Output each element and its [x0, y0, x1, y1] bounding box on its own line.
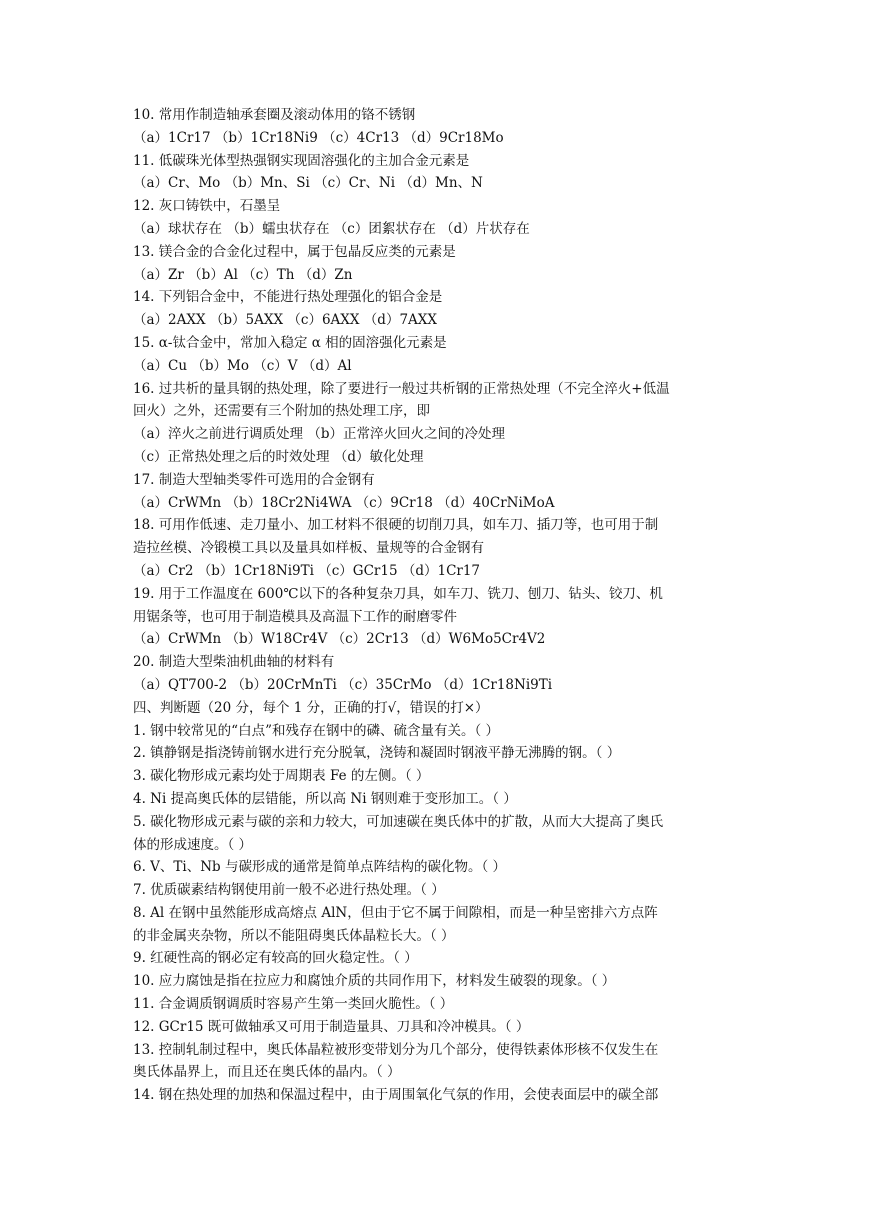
text-line: （a）2AXX （b）5AXX （c）6AXX （d）7AXX [133, 312, 438, 329]
text-line: 4. Ni 提高奥氏体的层错能，所以高 Ni 钢则难于变形加工。（ ） [133, 790, 517, 807]
text-line: 13. 镁合金的合金化过程中，属于包晶反应类的元素是 [133, 243, 456, 260]
text-line: （a）CrWMn （b）18Cr2Ni4WA （c）9Cr18 （d）40CrNiMoA [133, 494, 555, 511]
text-line: （a）Cu （b）Mo （c）V （d）Al [133, 357, 352, 374]
text-line: （a）1Cr17 （b）1Cr18Ni9 （c）4Cr13 （d）9Cr18Mo [133, 129, 504, 146]
text-line: （a）CrWMn （b）W18Cr4V （c）2Cr13 （d）W6Mo5Cr4V2 [133, 631, 546, 648]
text-line: 2. 镇静钢是指浇铸前钢水进行充分脱氧，浇铸和凝固时钢液平静无沸腾的钢。（ ） [133, 745, 621, 762]
text-line: 16. 过共析的量具钢的热处理，除了要进行一般过共析钢的正常热处理（不完全淬火+低温 [133, 380, 670, 397]
text-line: 12. 灰口铸铁中，石墨呈 [133, 198, 281, 215]
text-line: （a）Cr、Mo （b）Mn、Si （c）Cr、Ni （d）Mn、N [133, 175, 483, 192]
text-line: 14. 钢在热处理的加热和保温过程中，由于周围氧化气氛的作用，会使表面层中的碳全部 [133, 1087, 659, 1104]
text-line: 20. 制造大型柴油机曲轴的材料有 [133, 654, 335, 671]
text-line: 9. 红硬性高的钢必定有较高的回火稳定性。（ ） [133, 950, 418, 967]
text-line: 5. 碳化物形成元素与碳的亲和力较大，可加速碳在奥氏体中的扩散，从而大大提高了奥氏 [133, 813, 664, 830]
text-line: 3. 碳化物形成元素均处于周期表 Fe 的左侧。（ ） [133, 768, 430, 785]
text-line: 11. 低碳珠光体型热强钢实现固溶强化的主加合金元素是 [133, 152, 470, 169]
text-line: 10. 应力腐蚀是指在拉应力和腐蚀介质的共同作用下，材料发生破裂的现象。（ ） [133, 973, 616, 990]
text-line: 10. 常用作制造轴承套圈及滚动体用的铬不锈钢 [133, 107, 416, 123]
text-line: 11. 合金调质钢调质时容易产生第一类回火脆性。（ ） [133, 996, 454, 1013]
text-line: （a）淬火之前进行调质处理 （b）正常淬火回火之间的冷处理 [133, 426, 505, 443]
text-line: 18. 可用作低速、走刀量小、加工材料不很硬的切削刀具，如车刀、插刀等，也可用于制 [133, 517, 659, 534]
text-line: 用锯条等，也可用于制造模具及高温下工作的耐磨零件 [133, 608, 457, 625]
document-body [133, 104, 743, 1107]
text-line: 6. V、Ti、Nb 与碳形成的通常是简单点阵结构的碳化物。（ ） [133, 859, 507, 876]
text-line: 8. Al 在钢中虽然能形成高熔点 AlN，但由于它不属于间隙相，而是一种呈密排六方点阵 [133, 904, 658, 921]
text-line: 15. α-钛合金中，常加入稳定 α 相的固溶强化元素是 [133, 334, 447, 351]
text-line: （c）正常热处理之后的时效处理 （d）敏化处理 [133, 448, 424, 465]
text-line: 体的形成速度。（ ） [133, 836, 253, 853]
text-line: 1. 钢中较常见的“白点”和残存在钢中的磷、硫含量有关。（ ） [133, 722, 500, 739]
text-line: （a）Zr （b）Al （c）Th （d）Zn [133, 266, 353, 283]
text-line: （a）Cr2 （b）1Cr18Ni9Ti （c）GCr15 （d）1Cr17 [133, 562, 481, 579]
text-line: 四、判断题（20 分，每个 1 分，正确的打√，错误的打×） [133, 699, 489, 716]
text-line: 19. 用于工作温度在 600℃以下的各种复杂刀具，如车刀、铣刀、刨刀、钻头、铰刀、机 [133, 585, 663, 602]
text-line: 7. 优质碳素结构钢使用前一般不必进行热处理。（ ） [133, 882, 445, 899]
text-line: 17. 制造大型轴类零件可选用的合金钢有 [133, 471, 375, 488]
text-line: 13. 控制轧制过程中，奥氏体晶粒被形变带划分为几个部分，使得铁素体形核不仅发生在 [133, 1041, 659, 1058]
text-line: 的非金属夹杂物，所以不能阻碍奥氏体晶粒长大。（ ） [133, 927, 455, 944]
text-line: 回火）之外，还需要有三个附加的热处理工序，即 [133, 403, 430, 420]
text-line: 奥氏体晶界上，而且还在奥氏体的晶内。（ ） [133, 1064, 401, 1081]
text-line: 造拉丝模、冷锻模工具以及量具如样板、量规等的合金钢有 [133, 540, 484, 557]
text-line: 12. GCr15 既可做轴承又可用于制造量具、刀具和冷冲模具。（ ） [133, 1018, 530, 1035]
text-line: （a）QT700-2 （b）20CrMnTi （c）35CrMo （d）1Cr18Ni9Ti [133, 676, 553, 693]
text-line: （a）球状存在 （b）蠕虫状存在 （c）团絮状存在 （d）片状存在 [133, 220, 530, 237]
text-line: 14. 下列铝合金中，不能进行热处理强化的铝合金是 [133, 289, 443, 306]
